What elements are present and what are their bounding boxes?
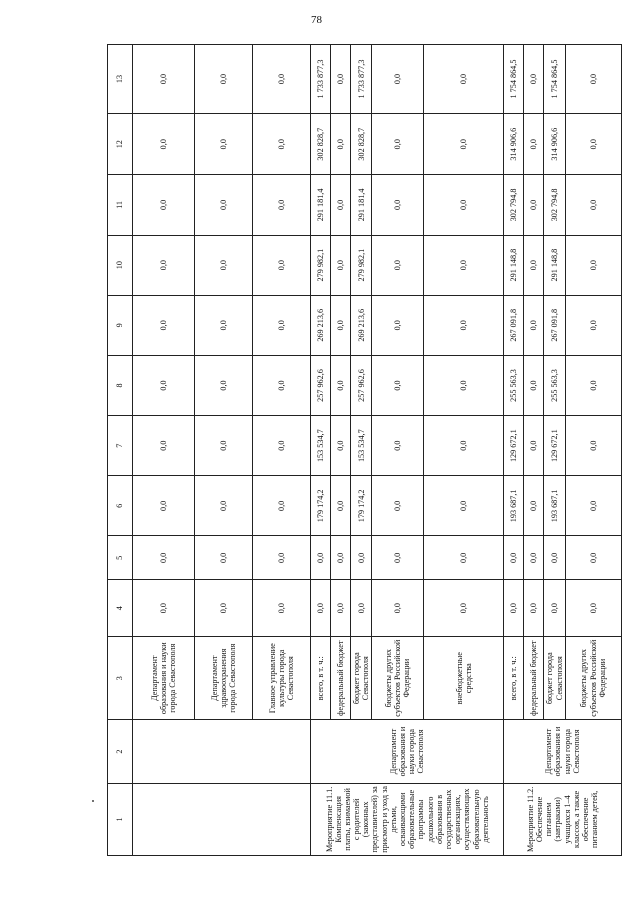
value-cell: 0,0: [331, 295, 351, 355]
value-cell: 0,0: [133, 580, 195, 637]
value-cell: 0,0: [253, 536, 311, 580]
value-cell: 0,0: [372, 476, 424, 536]
value-cell: 0,0: [424, 476, 504, 536]
funding-source-cell: бюджет города Севастополя: [544, 637, 565, 720]
value-cell: 0,0: [331, 536, 351, 580]
executor-cell: Департамент образования и науки города Севастополя: [504, 720, 621, 783]
value-cell: 279 982,1: [351, 235, 372, 295]
funding-source-cell: Главное управление культуры города Севастополя: [253, 637, 311, 720]
value-cell: 0,0: [195, 416, 253, 476]
value-cell: 302 794,8: [544, 175, 565, 235]
column-number: 4: [108, 580, 133, 637]
funding-source-cell: бюджеты других субъектов Российской Федерации: [372, 637, 424, 720]
table-row: [311, 45, 331, 856]
value-cell: 0,0: [372, 580, 424, 637]
value-cell: 0,0: [195, 580, 253, 637]
value-cell: 0,0: [331, 416, 351, 476]
value-cell: 0,0: [565, 295, 621, 355]
value-cell: 0,0: [331, 45, 351, 114]
value-cell: 1 733 877,3: [351, 45, 372, 114]
value-cell: 0,0: [524, 175, 544, 235]
value-cell: 0,0: [331, 476, 351, 536]
value-cell: 0,0: [195, 536, 253, 580]
value-cell: 0,0: [524, 114, 544, 175]
value-cell: 0,0: [372, 416, 424, 476]
value-cell: 0,0: [424, 580, 504, 637]
value-cell: 314 906,6: [544, 114, 565, 175]
page-number: 78: [311, 14, 322, 26]
value-cell: 291 148,8: [504, 235, 524, 295]
value-cell: 0,0: [504, 580, 524, 637]
value-cell: 0,0: [424, 355, 504, 415]
value-cell: 0,0: [253, 175, 311, 235]
value-cell: 0,0: [195, 45, 253, 114]
value-cell: 0,0: [524, 536, 544, 580]
value-cell: 0,0: [351, 536, 372, 580]
value-cell: 0,0: [524, 45, 544, 114]
value-cell: 0,0: [133, 476, 195, 536]
landscape-table-area: [107, 44, 607, 856]
value-cell: 0,0: [372, 235, 424, 295]
value-cell: 0,0: [524, 416, 544, 476]
value-cell: 302 828,7: [351, 114, 372, 175]
funding-source-cell: федеральный бюджет: [524, 637, 544, 720]
value-cell: 0,0: [565, 114, 621, 175]
value-cell: 0,0: [565, 476, 621, 536]
value-cell: 279 982,1: [311, 235, 331, 295]
value-cell: 0,0: [524, 580, 544, 637]
value-cell: 0,0: [331, 235, 351, 295]
value-cell: 1 754 864,5: [504, 45, 524, 114]
measure-cell: [133, 783, 311, 855]
value-cell: 0,0: [253, 416, 311, 476]
value-cell: 0,0: [331, 175, 351, 235]
value-cell: 0,0: [565, 175, 621, 235]
table-row: [504, 45, 524, 856]
value-cell: 0,0: [133, 45, 195, 114]
value-cell: 0,0: [133, 536, 195, 580]
value-cell: 0,0: [331, 114, 351, 175]
value-cell: 0,0: [565, 416, 621, 476]
funding-source-cell: всего, в т. ч.:: [311, 637, 331, 720]
value-cell: 0,0: [565, 355, 621, 415]
funding-source-cell: внебюджетные средства: [424, 637, 504, 720]
value-cell: 1 733 877,3: [311, 45, 331, 114]
value-cell: 179 174,2: [351, 476, 372, 536]
value-cell: 0,0: [524, 355, 544, 415]
value-cell: 0,0: [253, 45, 311, 114]
value-cell: 0,0: [372, 355, 424, 415]
value-cell: 0,0: [253, 114, 311, 175]
value-cell: 269 213,6: [351, 295, 372, 355]
value-cell: 255 563,3: [504, 355, 524, 415]
value-cell: 0,0: [424, 175, 504, 235]
header-row: [108, 45, 133, 856]
value-cell: 0,0: [253, 476, 311, 536]
value-cell: 0,0: [544, 580, 565, 637]
value-cell: 0,0: [253, 355, 311, 415]
value-cell: 0,0: [372, 536, 424, 580]
executor-cell: [133, 720, 311, 783]
measure-cell: Мероприятие 11.1. Компенсация платы, взимаемой с родителей (законных представителей) за присмотр и уход за детьми, осваивающими образовательные программы дошкольного образования в государственных организациях, осуществляющих образовательную деятельность: [311, 783, 504, 855]
value-cell: 291 181,4: [311, 175, 331, 235]
value-cell: 193 687,1: [544, 476, 565, 536]
value-cell: 267 091,8: [544, 295, 565, 355]
value-cell: 0,0: [372, 114, 424, 175]
value-cell: 0,0: [331, 355, 351, 415]
column-number: 9: [108, 295, 133, 355]
value-cell: 302 794,8: [504, 175, 524, 235]
value-cell: 0,0: [195, 355, 253, 415]
value-cell: 179 174,2: [311, 476, 331, 536]
value-cell: 0,0: [424, 295, 504, 355]
value-cell: 153 534,7: [311, 416, 331, 476]
value-cell: 129 672,1: [504, 416, 524, 476]
value-cell: 0,0: [195, 295, 253, 355]
value-cell: 0,0: [504, 536, 524, 580]
value-cell: 0,0: [565, 536, 621, 580]
column-number: 10: [108, 235, 133, 295]
column-number: 6: [108, 476, 133, 536]
value-cell: 0,0: [133, 114, 195, 175]
value-cell: 0,0: [133, 235, 195, 295]
value-cell: 255 563,3: [544, 355, 565, 415]
value-cell: 0,0: [133, 295, 195, 355]
value-cell: 0,0: [424, 416, 504, 476]
budget-table: [107, 44, 622, 856]
value-cell: 0,0: [372, 295, 424, 355]
value-cell: 267 091,8: [504, 295, 524, 355]
value-cell: 0,0: [133, 175, 195, 235]
executor-cell: Департамент образования и науки города Севастополя: [311, 720, 504, 783]
funding-source-cell: бюджеты других субъектов Российской Федерации: [565, 637, 621, 720]
value-cell: 0,0: [195, 175, 253, 235]
table-row: [133, 45, 195, 856]
value-cell: 0,0: [195, 235, 253, 295]
column-number: 1: [108, 783, 133, 855]
value-cell: 0,0: [424, 235, 504, 295]
column-number: 7: [108, 416, 133, 476]
column-number: 13: [108, 45, 133, 114]
value-cell: 0,0: [424, 536, 504, 580]
value-cell: 129 672,1: [544, 416, 565, 476]
column-number: 8: [108, 355, 133, 415]
funding-source-cell: Департамент образования и науки города Севастополя: [133, 637, 195, 720]
value-cell: 0,0: [424, 114, 504, 175]
value-cell: 0,0: [544, 536, 565, 580]
column-number: 3: [108, 637, 133, 720]
value-cell: 0,0: [311, 580, 331, 637]
value-cell: 1 754 864,5: [544, 45, 565, 114]
value-cell: 269 213,6: [311, 295, 331, 355]
funding-source-cell: Департамент здравоохранения города Севастополя: [195, 637, 253, 720]
value-cell: 0,0: [253, 235, 311, 295]
value-cell: 0,0: [565, 580, 621, 637]
value-cell: 291 148,8: [544, 235, 565, 295]
value-cell: 0,0: [524, 235, 544, 295]
value-cell: 0,0: [311, 536, 331, 580]
value-cell: 153 534,7: [351, 416, 372, 476]
value-cell: 0,0: [565, 235, 621, 295]
value-cell: 0,0: [253, 295, 311, 355]
value-cell: 257 962,6: [351, 355, 372, 415]
value-cell: 193 687,1: [504, 476, 524, 536]
column-number: 2: [108, 720, 133, 783]
funding-source-cell: бюджет города Севастополя: [351, 637, 372, 720]
value-cell: 0,0: [195, 114, 253, 175]
value-cell: 314 906,6: [504, 114, 524, 175]
value-cell: 0,0: [195, 476, 253, 536]
value-cell: 0,0: [524, 476, 544, 536]
value-cell: 0,0: [372, 45, 424, 114]
column-number: 5: [108, 536, 133, 580]
value-cell: 0,0: [524, 295, 544, 355]
funding-source-cell: всего, в т. ч.:: [504, 637, 524, 720]
value-cell: 0,0: [331, 580, 351, 637]
column-number: 11: [108, 175, 133, 235]
column-number: 12: [108, 114, 133, 175]
value-cell: 257 962,6: [311, 355, 331, 415]
value-cell: 0,0: [133, 355, 195, 415]
measure-cell: Мероприятие 11.2. Обеспечение питанием (завтраками) учащихся 1–4 классов, а также обеспечение питанием детей,: [504, 783, 621, 855]
value-cell: 0,0: [424, 45, 504, 114]
funding-source-cell: федеральный бюджет: [331, 637, 351, 720]
value-cell: 0,0: [372, 175, 424, 235]
value-cell: 0,0: [565, 45, 621, 114]
value-cell: 0,0: [253, 580, 311, 637]
value-cell: 302 828,7: [311, 114, 331, 175]
value-cell: 291 181,4: [351, 175, 372, 235]
scan-speck: [92, 800, 94, 802]
value-cell: 0,0: [351, 580, 372, 637]
value-cell: 0,0: [133, 416, 195, 476]
